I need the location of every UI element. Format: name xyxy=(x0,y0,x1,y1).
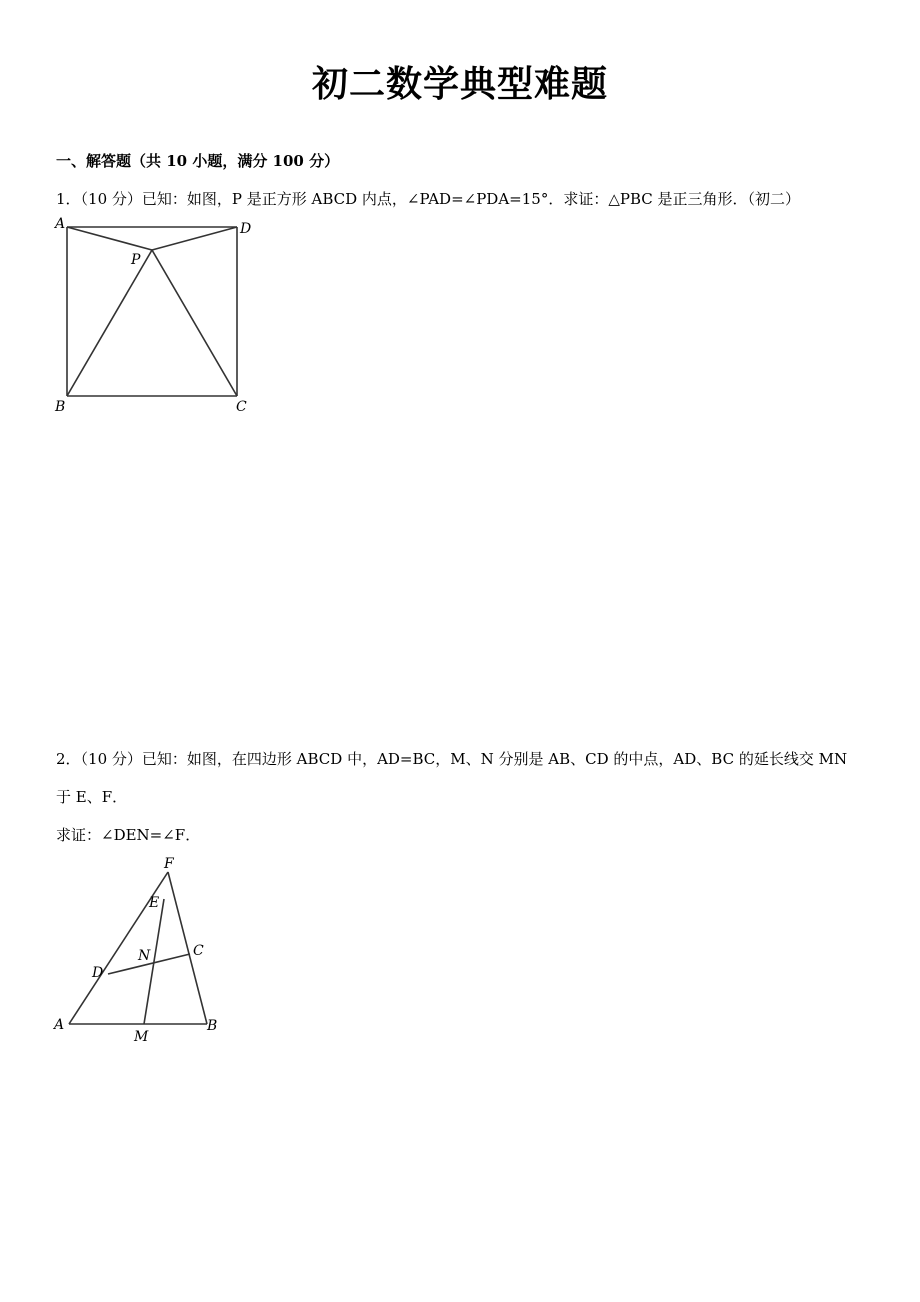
label-b2: B xyxy=(207,1018,218,1034)
section-heading: 一、解答题（共 10 小题，满分 100 分） xyxy=(56,152,340,170)
label-p: P xyxy=(131,252,141,268)
question-2-text-line-2: 于 E、F． xyxy=(56,788,128,806)
segment-pb xyxy=(67,250,152,396)
label-e: E xyxy=(149,895,160,911)
segment-dp xyxy=(152,227,237,250)
label-d: D xyxy=(240,221,252,237)
label-b: B xyxy=(55,399,66,415)
segment-pc xyxy=(152,250,237,396)
label-a2: A xyxy=(54,1017,65,1033)
label-d2: D xyxy=(92,965,104,981)
question-2-figure xyxy=(50,852,230,1052)
question-2-text-line-3: 求证：∠DEN=∠F． xyxy=(56,826,201,844)
question-1-figure xyxy=(50,214,270,420)
label-a: A xyxy=(55,216,66,232)
page-title: 初二数学典型难题 xyxy=(311,64,608,105)
label-f: F xyxy=(164,856,174,872)
label-m: M xyxy=(134,1029,149,1045)
label-c: C xyxy=(236,399,247,415)
label-n: N xyxy=(138,948,151,964)
segment-ap xyxy=(67,227,152,250)
question-1-text: 1．（10 分）已知：如图，P 是正方形 ABCD 内点，∠PAD=∠PDA=15°．求证：△PBC 是正三角形．（初二） xyxy=(56,190,800,208)
label-c2: C xyxy=(193,943,204,959)
question-2-text-line-1: 2．（10 分）已知：如图，在四边形 ABCD 中，AD=BC，M、N 分别是 AB、CD 的中点，AD、BC 的延长线交 MN xyxy=(56,750,848,768)
